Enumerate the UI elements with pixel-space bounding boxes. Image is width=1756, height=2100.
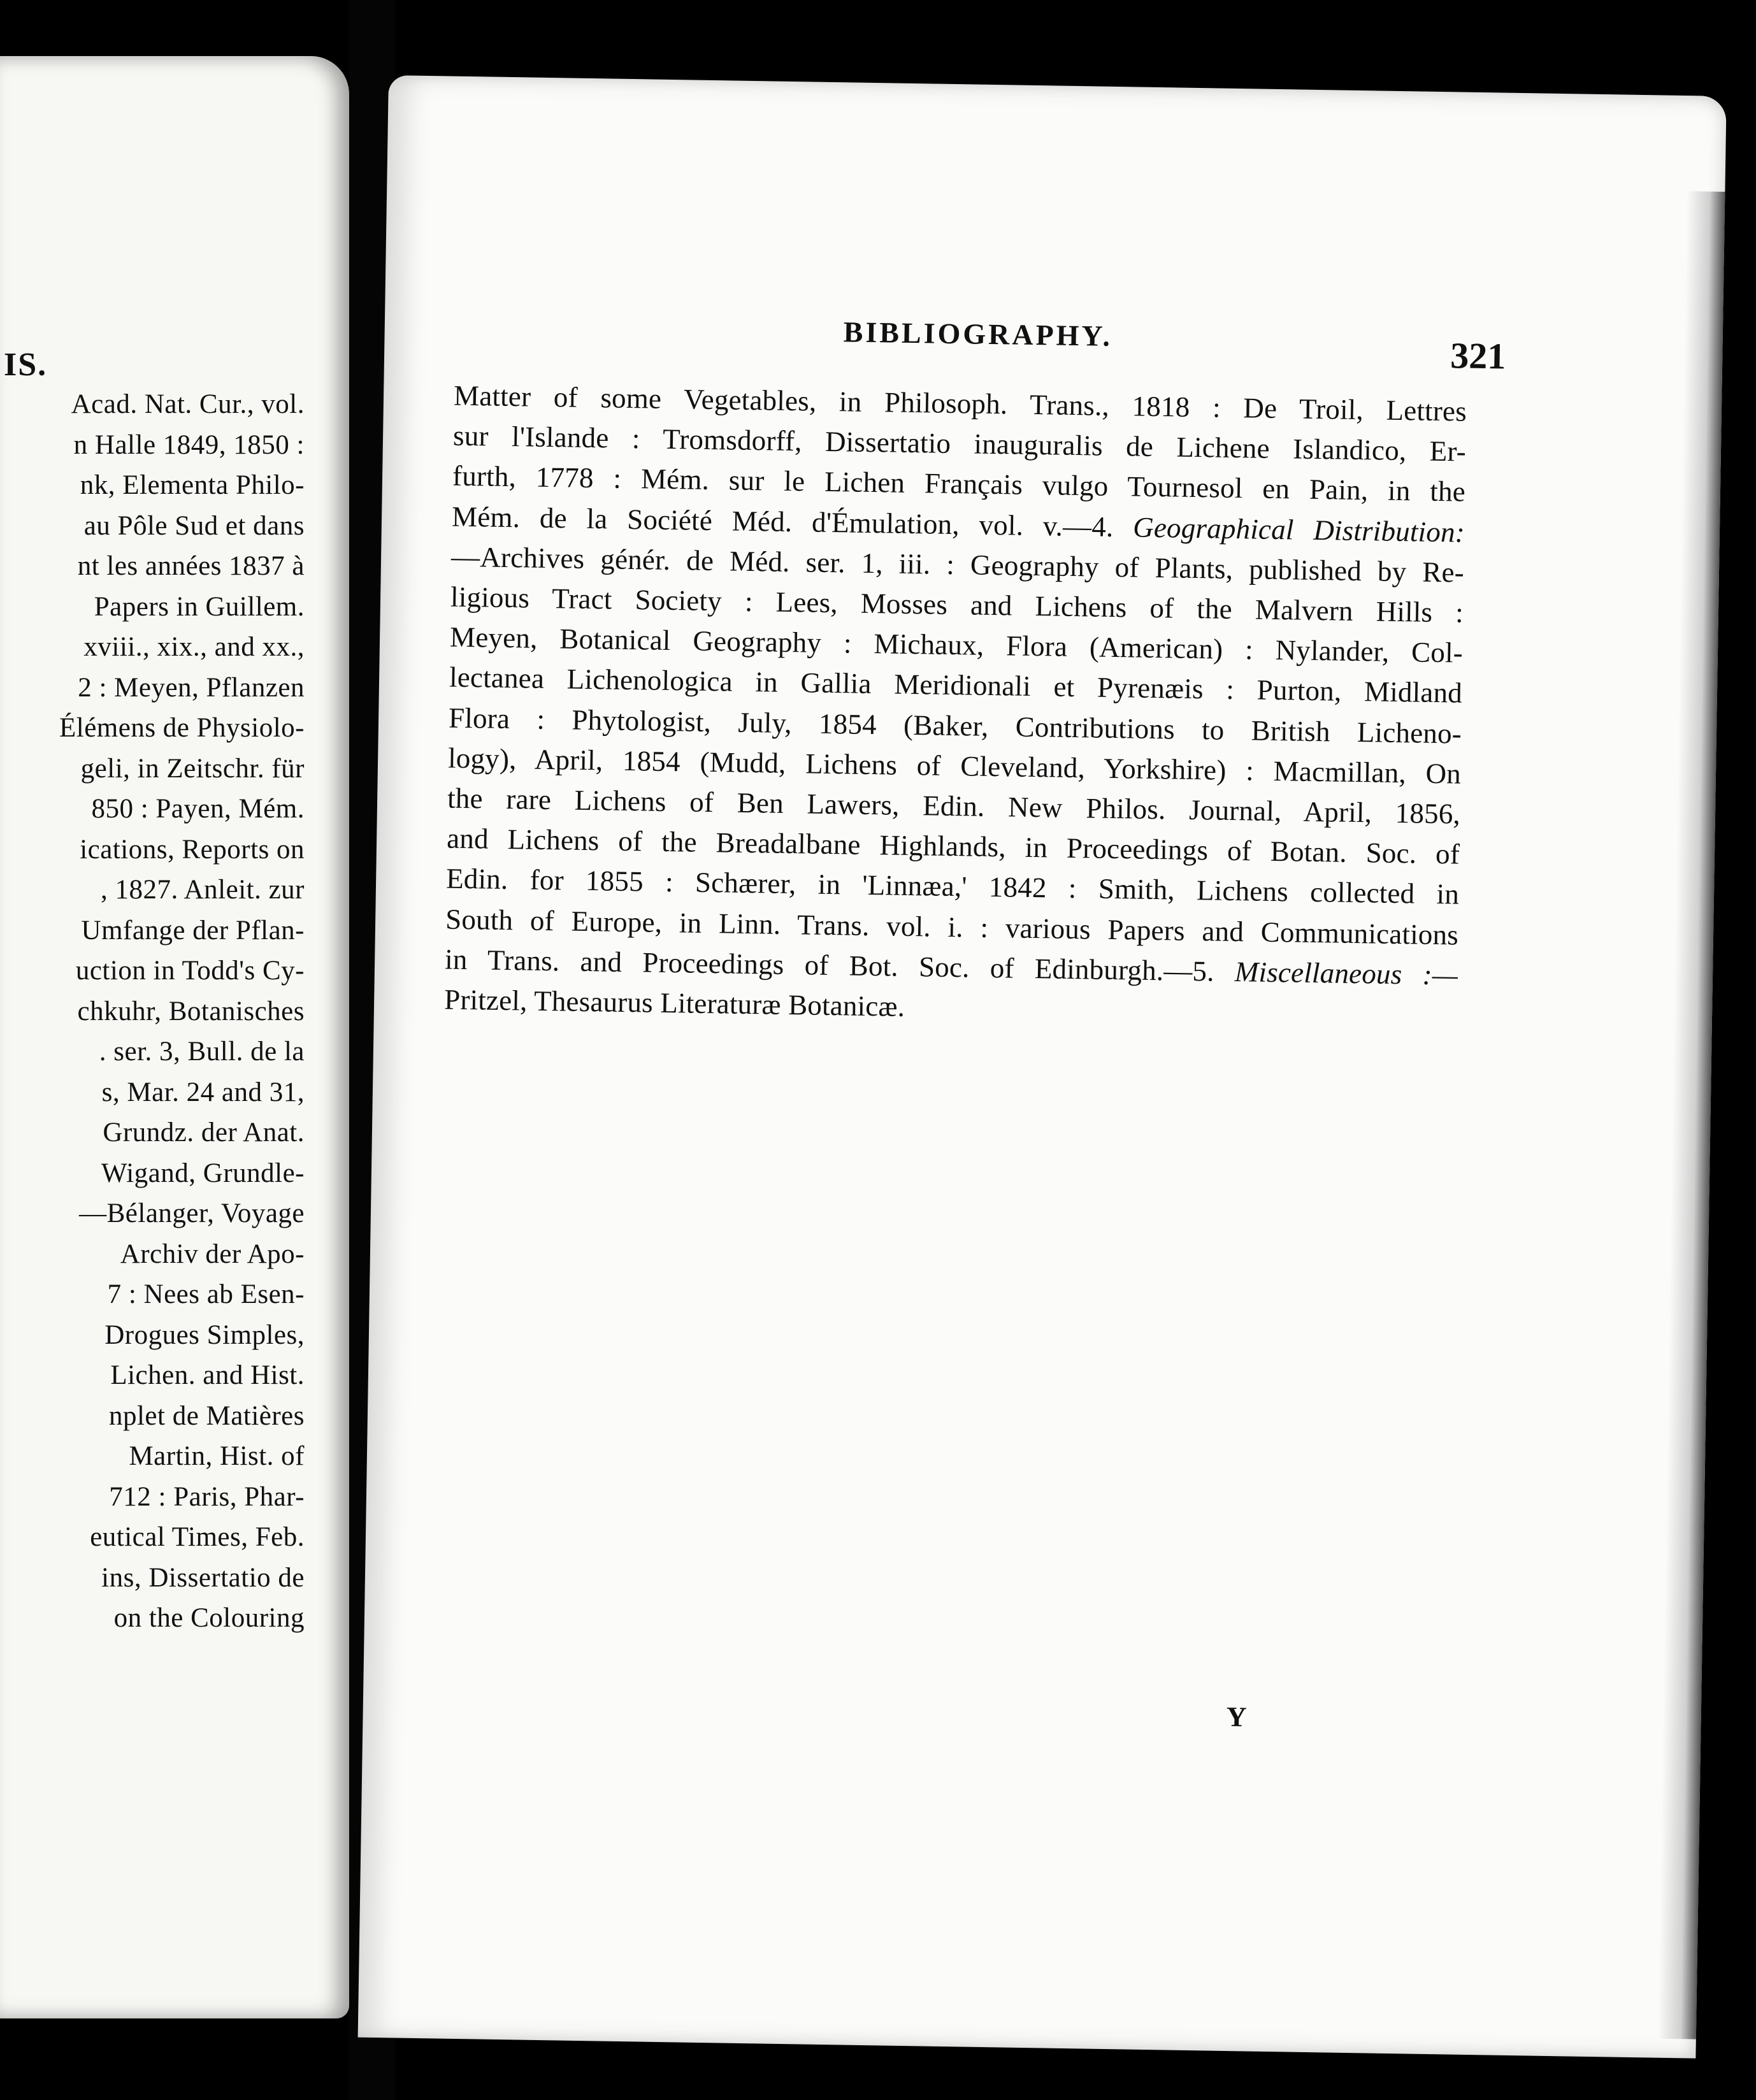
text-line-main: and Lichens of the Breadalbane Highlands, in Proceedings of Botan. Soc. of xyxy=(446,822,1460,870)
left-page-line: s, Mar. 24 and 31, xyxy=(101,1077,305,1107)
left-page-header-fragment: IS. xyxy=(4,347,48,383)
left-page-line: 7 : Nees ab Esen- xyxy=(107,1279,305,1309)
left-page-line: chkuhr, Botanisches xyxy=(77,996,305,1026)
left-page-line: Grundz. der Anat. xyxy=(103,1118,305,1147)
left-page-line: 850 : Payen, Mém. xyxy=(91,794,305,824)
text-line-main: in Trans. and Proceedings of Bot. Soc. of Edinburgh.—5. xyxy=(444,943,1215,988)
left-page-line: Acad. Nat. Cur., vol. xyxy=(71,389,305,419)
left-page-line: . ser. 3, Bull. de la xyxy=(99,1037,305,1067)
text-line-main: sur l'Islande : Tromsdorff, Dissertatio inauguralis de Lichene Islandico, Er- xyxy=(452,419,1467,468)
left-page-line: Wigand, Grundle- xyxy=(101,1158,305,1188)
left-page-line: on the Colouring xyxy=(113,1603,305,1633)
left-page-line: Drogues Simples, xyxy=(104,1320,305,1350)
text-line-main: South of Europe, in Linn. Trans. vol. i. : various Papers and Communications xyxy=(445,903,1459,951)
left-page-line: 712 : Paris, Phar- xyxy=(109,1481,305,1512)
page-number: 321 xyxy=(1450,334,1506,377)
right-page xyxy=(358,75,1727,2059)
signature-mark: Y xyxy=(1226,1701,1247,1733)
text-line-main: Flora : Phytologist, July, 1854 (Baker, Contributions to British Licheno- xyxy=(448,701,1462,750)
left-page xyxy=(0,56,349,2018)
left-page-line: 2 : Meyen, Pflanzen xyxy=(78,672,305,703)
left-page-line: uction in Todd's Cy- xyxy=(75,956,305,986)
page-edge-shadow xyxy=(1658,191,1725,2039)
left-page-line: geli, in Zeitschr. für xyxy=(80,753,305,784)
left-page-text xyxy=(11,384,305,1639)
left-page-line: nplet de Matières xyxy=(108,1400,305,1431)
section-heading-italic: Miscellaneous :— xyxy=(1234,955,1458,991)
text-line-main: Meyen, Botanical Geography : Michaux, Flora (American) : Nylander, Col- xyxy=(449,621,1464,669)
text-line-main: Mém. de la Société Méd. d'Émulation, vol. v.—4. xyxy=(451,500,1114,543)
left-page-line: n Halle 1849, 1850 : xyxy=(73,429,305,460)
left-page-line: nt les années 1837 à xyxy=(77,551,305,581)
left-page-line: xviii., xix., and xx., xyxy=(83,632,305,662)
text-line-main: —Archives génér. de Méd. ser. 1, iii. : Geography of Plants, published by Re- xyxy=(450,540,1465,589)
left-page-line: Archiv der Apo- xyxy=(120,1239,305,1269)
text-line-main: Edin. for 1855 : Schærer, in 'Linnæa,' 1842 : Smith, Lichens collected in xyxy=(445,863,1460,910)
left-page-line: Élémens de Physiolo- xyxy=(59,713,305,743)
text-line-main: lectanea Lichenologica in Gallia Meridionali et Pyrenæis : Purton, Midland xyxy=(449,661,1463,710)
left-page-line: Martin, Hist. of xyxy=(129,1441,305,1471)
text-line-main: ligious Tract Society : Lees, Mosses and Lichens of the Malvern Hills : xyxy=(450,580,1464,629)
text-line-main: logy), April, 1854 (Mudd, Lichens of Cleveland, Yorkshire) : Macmillan, On xyxy=(447,742,1462,790)
left-page-line: Papers in Guillem. xyxy=(94,591,305,622)
text-line-main: the rare Lichens of Ben Lawers, Edin. New Philos. Journal, April, 1856, xyxy=(447,782,1461,830)
left-page-line: ins, Dissertatio de xyxy=(101,1562,305,1593)
left-page-line: ications, Reports on xyxy=(80,834,305,865)
bibliography-text xyxy=(444,376,1467,1036)
text-line-main: furth, 1778 : Mém. sur le Lichen Français vulgo Tournesol en Pain, in the xyxy=(452,460,1466,508)
left-page-line: nk, Elementa Philo- xyxy=(80,470,305,500)
left-page-line: eutical Times, Feb. xyxy=(90,1522,305,1552)
section-heading-italic: Geographical Distribution: xyxy=(1132,511,1465,549)
text-line-main: Pritzel, Thesaurus Literaturæ Botanicæ. xyxy=(443,983,905,1023)
running-head: BIBLIOGRAPHY. xyxy=(843,315,1113,352)
left-page-line: —Bélanger, Voyage xyxy=(79,1198,305,1228)
left-page-line: , 1827. Anleit. zur xyxy=(100,875,305,905)
left-page-line: au Pôle Sud et dans xyxy=(83,510,305,541)
text-line-main: Matter of some Vegetables, in Philosoph. Trans., 1818 : De Troil, Lettres xyxy=(453,379,1467,428)
left-page-line: Lichen. and Hist. xyxy=(110,1360,305,1390)
left-page-line: Umfange der Pflan- xyxy=(81,915,305,946)
